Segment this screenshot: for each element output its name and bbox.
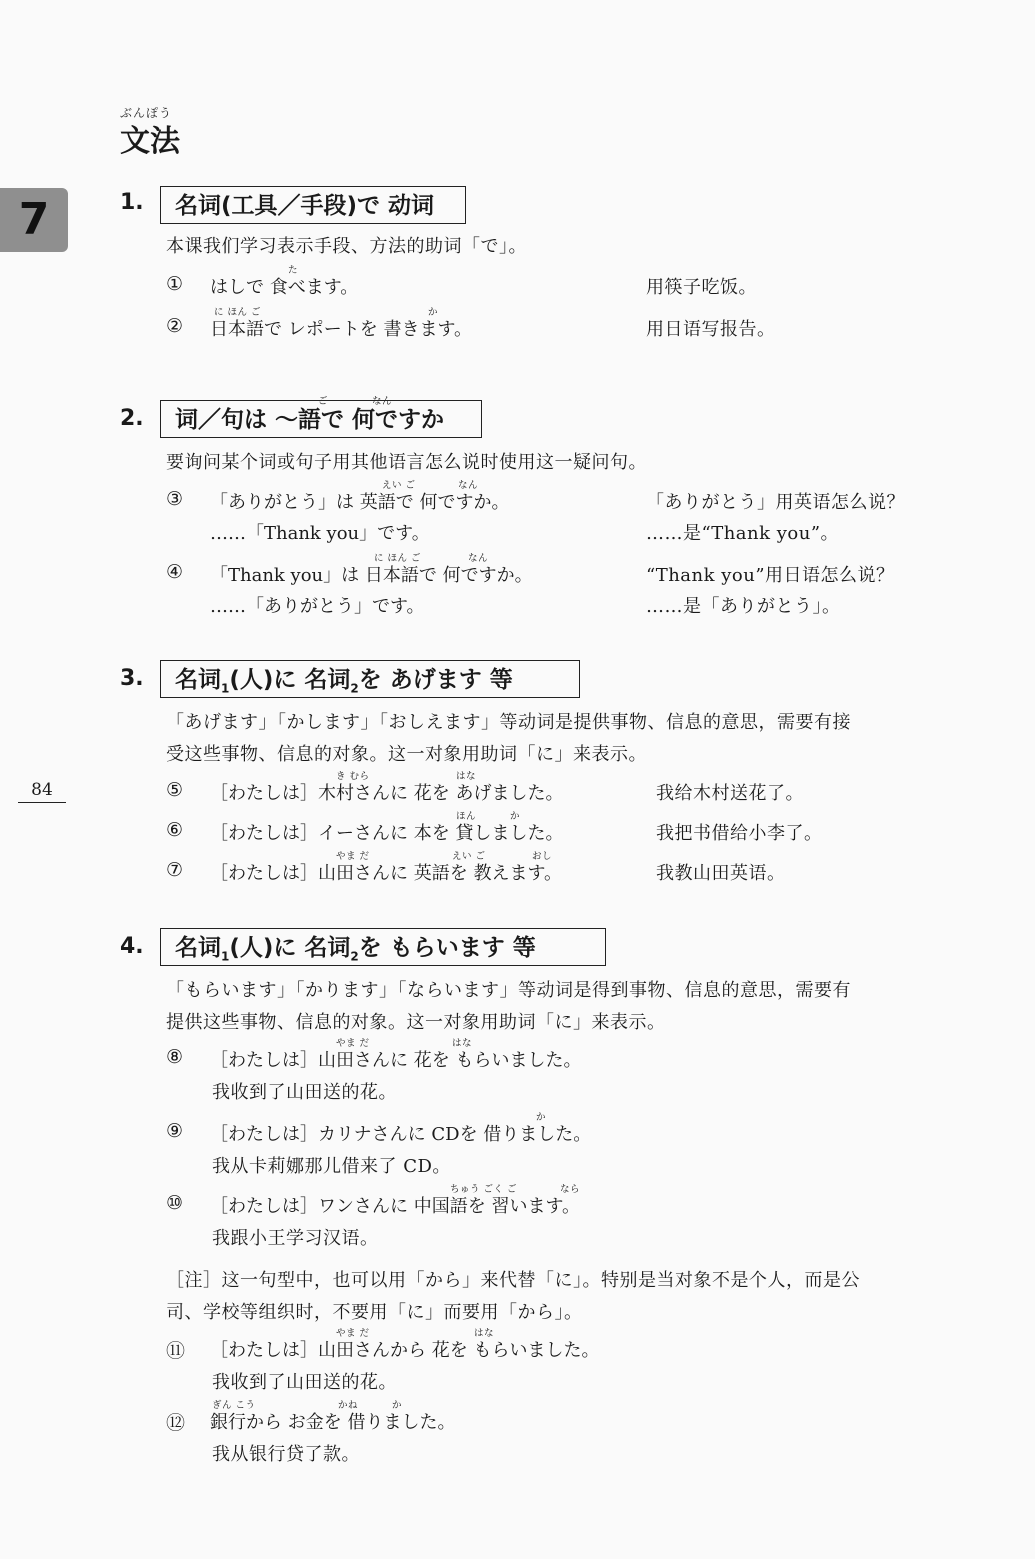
example-2-zh: 用日语写报告。: [646, 319, 776, 340]
example-10-ruby-2: なら: [560, 1184, 581, 1195]
example-11-ja: ［わたしは］山田さんから 花を もらいました。: [210, 1340, 600, 1361]
example-6-ruby-1: ほん: [456, 811, 477, 822]
example-4-mark: ④: [166, 561, 184, 583]
section-4-heading: 名词$_1$(人)に 名词$_2$を もらいます 等: [160, 928, 606, 966]
section-2-heading-ruby-2: なん: [372, 396, 393, 407]
example-9-ruby-1: か: [536, 1112, 547, 1123]
example-12-mark: ⑫: [166, 1412, 186, 1434]
example-3-ja: 「ありがとう」は 英語で 何ですか。: [210, 492, 510, 513]
example-10-mark: ⑩: [166, 1192, 184, 1214]
example-2-ruby-1: に ほん ご: [214, 307, 262, 318]
example-7-ruby-1: やま だ: [336, 851, 370, 862]
example-7-ja: ［わたしは］山田さんに 英語を 教えます。: [210, 863, 563, 884]
example-4-zh: “Thank you”用日语怎么说？: [646, 565, 895, 586]
example-8-ja: ［わたしは］山田さんに 花を もらいました。: [210, 1050, 582, 1071]
example-10-zh: 我跟小王学习汉语。: [212, 1228, 379, 1249]
section-3-number: 3.: [120, 666, 144, 691]
example-8-ruby-2: はな: [452, 1038, 473, 1049]
example-7-ruby-2: えい ご: [452, 851, 486, 862]
example-8-ruby-1: やま だ: [336, 1038, 370, 1049]
example-9-ja: ［わたしは］カリナさんに CDを 借りました。: [210, 1124, 592, 1145]
example-12-ruby-1: ぎん こう: [212, 1400, 256, 1411]
section-1-intro: 本课我们学习表示手段、方法的助词「で」。: [166, 236, 527, 257]
example-3-zh: 「ありがとう」用英语怎么说？: [646, 492, 905, 513]
note-line-1: ［注］这一句型中，也可以用「から」来代替「に」。特别是当对象不是个人，而是公: [166, 1270, 860, 1291]
example-2-ruby-2: か: [428, 307, 439, 318]
example-8-zh: 我收到了山田送的花。: [212, 1082, 397, 1103]
example-12-ruby-3: か: [392, 1400, 403, 1411]
example-3-ruby-1: えい ご: [382, 480, 416, 491]
example-5-ja: ［わたしは］木村さんに 花を あげました。: [210, 783, 564, 804]
example-2-mark: ②: [166, 315, 184, 337]
example-8-mark: ⑧: [166, 1046, 184, 1068]
example-6-ja: ［わたしは］イーさんに 本を 貸しました。: [210, 823, 564, 844]
example-11-zh: 我收到了山田送的花。: [212, 1372, 397, 1393]
example-4-zh-answer: ……是「ありがとう」。: [646, 596, 841, 617]
example-6-mark: ⑥: [166, 819, 184, 841]
example-12-zh: 我从银行贷了款。: [212, 1444, 360, 1465]
example-1-mark: ①: [166, 273, 184, 295]
example-2-ja: 日本語で レポートを 書きます。: [210, 319, 473, 340]
example-3-ja-answer: ……「Thank you」です。: [210, 523, 430, 544]
page-number: 84: [18, 780, 66, 803]
section-3-heading: 名词$_1$(人)に 名词$_2$を あげます 等: [160, 660, 580, 698]
section-4-number: 4.: [120, 934, 144, 959]
section-1-heading: 名词(工具／手段)で 动词: [160, 186, 466, 224]
example-5-mark: ⑤: [166, 779, 184, 801]
example-5-ruby-1: き むら: [336, 771, 370, 782]
page-title: 文法: [120, 124, 180, 159]
example-1-ja: はしで 食べます。: [210, 277, 359, 298]
section-2-heading: 词／句は ～語で 何ですか: [160, 400, 482, 438]
example-9-mark: ⑨: [166, 1120, 184, 1142]
section-1-number: 1.: [120, 190, 144, 215]
section-2-intro: 要询问某个词或句子用其他语言怎么说时使用这一疑问句。: [166, 452, 647, 473]
example-5-zh: 我给木村送花了。: [656, 783, 804, 804]
example-11-ruby-1: やま だ: [336, 1328, 370, 1339]
example-9-zh: 我从卡莉娜那儿借来了 CD。: [212, 1156, 451, 1177]
section-2-number: 2.: [120, 406, 144, 431]
example-10-ruby-1: ちゅう ごく ご: [450, 1184, 518, 1195]
example-12-ruby-2: かね: [338, 1400, 359, 1411]
example-11-mark: ⑪: [166, 1340, 186, 1362]
example-4-ruby-2: なん: [468, 553, 489, 564]
example-11-ruby-2: はな: [474, 1328, 495, 1339]
example-7-zh: 我教山田英语。: [656, 863, 786, 884]
section-3-intro-line-1: 「あげます」「かします」「おしえます」等动词是提供事物、信息的意思，需要有接: [166, 712, 851, 733]
example-3-zh-answer: ……是“Thank you”。: [646, 523, 840, 544]
example-10-ja: ［わたしは］ワンさんに 中国語を 習います。: [210, 1196, 581, 1217]
example-4-ja-answer: ……「ありがとう」です。: [210, 596, 425, 617]
section-2-heading-ruby-1: ご: [318, 396, 329, 407]
example-6-zh: 我把书借给小李了。: [656, 823, 823, 844]
example-4-ruby-1: に ほん ご: [374, 553, 422, 564]
section-4-intro-line-2: 提供这些事物、信息的对象。这一对象用助词「に」来表示。: [166, 1012, 666, 1033]
example-12-ja: 銀行から お金を 借りました。: [210, 1412, 456, 1433]
example-1-zh: 用筷子吃饭。: [646, 277, 757, 298]
example-5-ruby-2: はな: [456, 771, 477, 782]
example-7-ruby-3: おし: [532, 851, 553, 862]
example-4-ja: 「Thank you」は 日本語で 何ですか。: [210, 565, 533, 586]
note-line-2: 司、学校等组织时，不要用「に」而要用「から」。: [166, 1302, 583, 1323]
example-3-ruby-2: なん: [458, 480, 479, 491]
chapter-tab: 7: [0, 188, 68, 252]
title-furigana: ぶんぽう: [120, 106, 173, 120]
example-6-ruby-2: か: [510, 811, 521, 822]
example-1-ruby: た: [288, 265, 299, 276]
example-7-mark: ⑦: [166, 859, 184, 881]
section-3-intro-line-2: 受这些事物、信息的对象。这一对象用助词「に」来表示。: [166, 744, 647, 765]
example-3-mark: ③: [166, 488, 184, 510]
section-4-intro-line-1: 「もらいます」「かります」「ならいます」等动词是得到事物、信息的意思，需要有: [166, 980, 851, 1001]
